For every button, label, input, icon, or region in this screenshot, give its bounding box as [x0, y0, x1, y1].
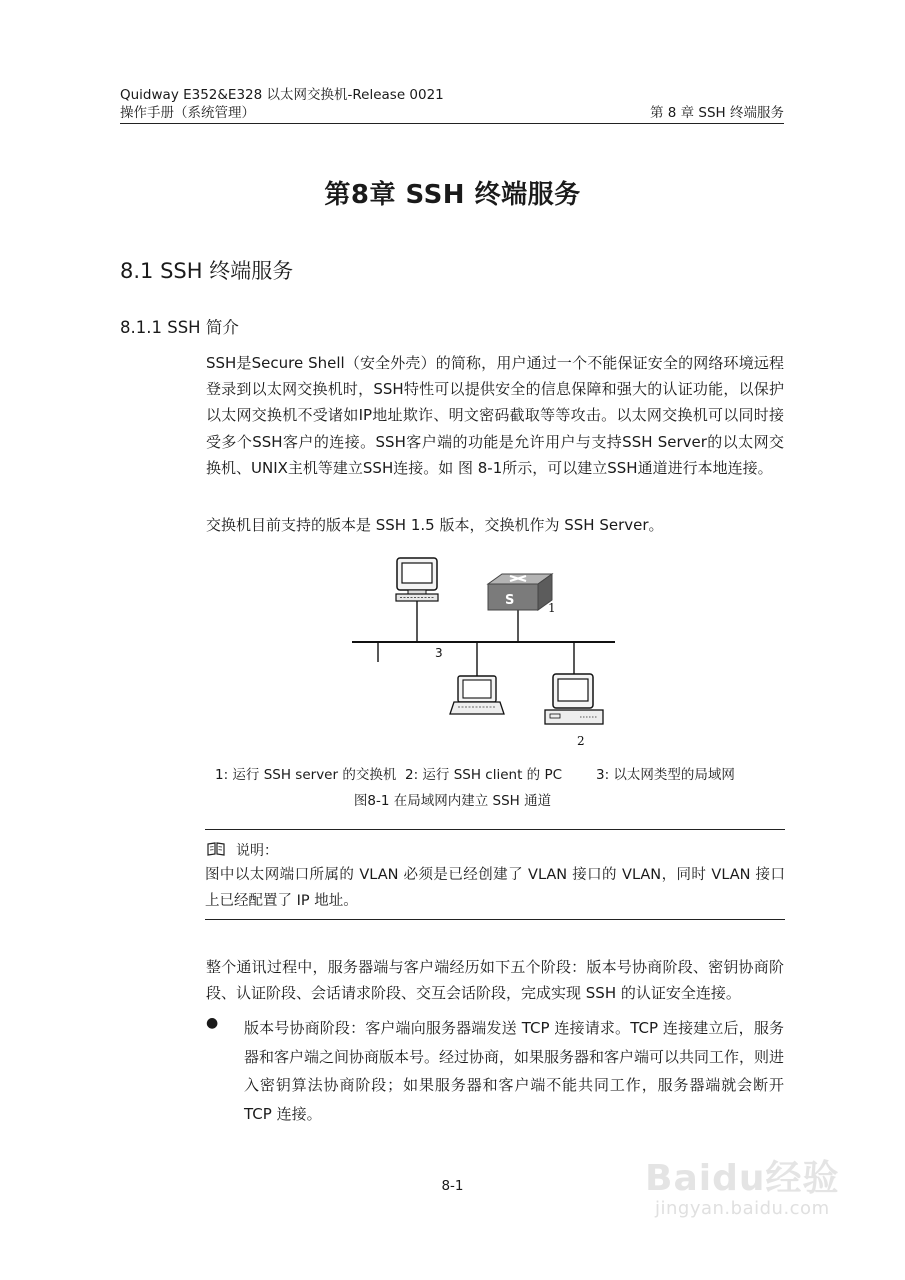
- note-text: 图中以太网端口所属的 VLAN 必须是已经创建了 VLAN 接口的 VLAN，同时 VLAN 接口上已经配置了 IP 地址。: [205, 867, 785, 909]
- header-divider: [120, 123, 784, 124]
- chapter-title: 第8章 SSH 终端服务: [324, 180, 581, 210]
- pc-top-icon: [396, 558, 438, 601]
- switch-icon: [488, 574, 552, 610]
- bullet-version-negotiation: 版本号协商阶段：客户端向服务器端发送 TCP 连接请求。TCP 连接建立后，服务器和客户端之间协商版本号。经过协商，如果服务器和客户端可以共同工作，则进入密钥算法协商阶段；如果服务器和客户端不能共同工作，服务器端就会断开 TCP 连接。: [244, 1019, 785, 1123]
- page-number: 8-1: [441, 1178, 464, 1194]
- laptop-icon: [450, 676, 504, 714]
- bullet-marker: ●: [206, 1015, 219, 1031]
- note-bottom-rule: [205, 919, 785, 920]
- bus-label: 3: [435, 646, 443, 660]
- note-label: 说明：: [236, 843, 278, 859]
- watermark-url: jingyan.baidu.com: [655, 1198, 830, 1219]
- section-heading: 8.1 SSH 终端服务: [120, 259, 294, 283]
- svg-text:S: S: [505, 593, 515, 608]
- version-paragraph: 交换机目前支持的版本是 SSH 1.5 版本，交换机作为 SSH Server。: [206, 516, 664, 534]
- book-icon: [207, 841, 225, 860]
- process-paragraph: 整个通讯过程中，服务器端与客户端经历如下五个阶段：版本号协商阶段、密钥协商阶段、认证阶段、会话请求阶段、交互会话阶段，完成实现 SSH 的认证安全连接。: [206, 958, 784, 1003]
- header-product: Quidway E352&E328 以太网交换机-Release 0021: [120, 87, 444, 103]
- legend-item-lan: 3: 以太网类型的局域网: [596, 767, 735, 783]
- subsection-heading: 8.1.1 SSH 简介: [120, 318, 239, 337]
- desktop-host-icon: [545, 674, 603, 724]
- network-diagram: [340, 548, 640, 758]
- note-top-rule: [205, 829, 785, 830]
- legend-item-pc: 2: 运行 SSH client 的 PC: [405, 767, 563, 783]
- intro-paragraph: SSH是Secure Shell（安全外壳）的简称，用户通过一个不能保证安全的网络环境远程登录到以太网交换机时，SSH特性可以提供安全的信息保障和强大的认证功能，以保护以太网交换机不受诸如IP地址欺诈、明文密码截取等等攻击。以太网交换机可以同时接受多个SSH客户的连接。SSH客户端的功能是允许用户与支持SSH Server的以太网交换机、UNIX主机等建立SSH连接。如 图 8-1所示，可以建立SSH通道进行本地连接。: [206, 354, 784, 477]
- figure-caption: 图8-1 在局域网内建立 SSH 通道: [353, 793, 552, 809]
- header-manual: 操作手册（系统管理）: [120, 105, 255, 121]
- switch-label: 1: [548, 601, 556, 615]
- header-chapter: 第 8 章 SSH 终端服务: [649, 105, 784, 121]
- host-label: 2: [577, 734, 585, 748]
- legend-item-switch: 1: 运行 SSH server 的交换机: [215, 767, 397, 783]
- watermark-logo: Baidu经验: [645, 1158, 840, 1199]
